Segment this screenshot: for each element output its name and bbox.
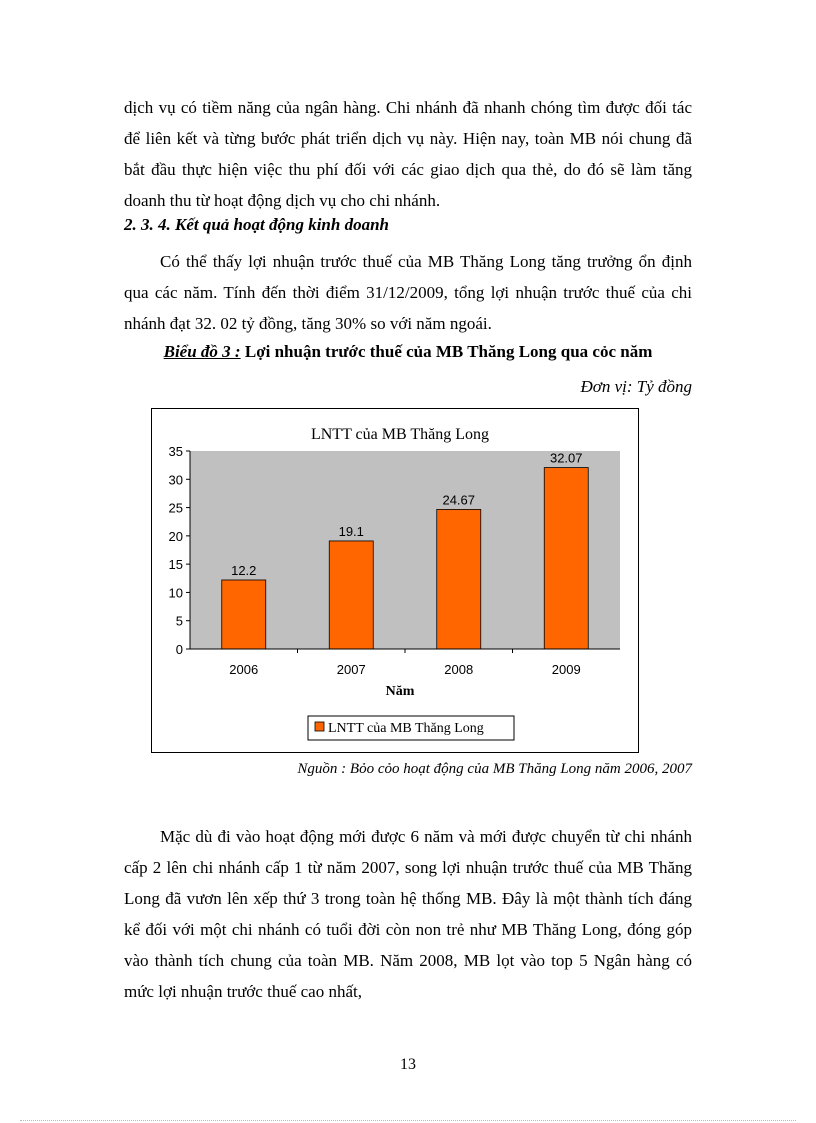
bar-2006 [222, 580, 266, 649]
paragraph-ranking: Mặc dù đi vào hoạt động mới được 6 năm và mới được chuyển từ chi nhánh cấp 2 lên chi nhánh cấp 1 từ năm 2007, song lợi nhuận trước thuế của MB Thăng Long đã vươn lên xếp thứ 3 trong toàn hệ thống MB. Đây là một thành tích đáng kể đối với một chi nhánh có tuổi đời còn non trẻ như MB Thăng Long, đóng góp vào thành tích chung của toàn MB. Năm 2008, MB lọt vào top 5 Ngân hàng có mức lợi nhuận trước thuế cao nhất, [124, 827, 692, 1001]
bar-2009 [544, 468, 588, 649]
y-tick-label: 15 [168, 557, 183, 573]
data-label-2009: 32.07 [549, 450, 583, 466]
data-label-2007: 19.1 [338, 523, 364, 539]
y-tick-label: 30 [168, 472, 183, 488]
legend-swatch [315, 722, 324, 731]
y-tick-label: 35 [168, 444, 183, 459]
chart-frame [151, 408, 639, 753]
x-tick-label-2009: 2009 [551, 662, 581, 677]
bar-2007 [329, 541, 373, 649]
data-label-2006: 12.2 [231, 562, 257, 578]
y-tick-label: 25 [168, 500, 183, 516]
chart-legend [308, 716, 514, 740]
x-tick-label-2006: 2006 [229, 662, 259, 677]
unit-note: Đơn vị: Tỷ đồng [580, 377, 692, 396]
page-number: 13 [400, 1056, 416, 1073]
paragraph-continuation: dịch vụ có tiềm năng của ngân hàng. Chi nhánh đã nhanh chóng tìm được đối tác để liên kết và từng bước phát triển dịch vụ này. Hiện nay, toàn MB nói chung đã bắt đầu thực hiện việc thu phí đối với các giao dịch qua thẻ, do đó sẽ làm tăng doanh thu từ hoạt động dịch vụ cho chi nhánh. [124, 98, 692, 210]
bar-2008 [437, 509, 481, 649]
page-bottom-divider [20, 1120, 796, 1121]
legend-label: LNTT của MB Thăng Long [328, 721, 484, 736]
paragraph-profit-intro: Có thể thấy lợi nhuận trước thuế của MB Thăng Long tăng trưởng ổn định qua các năm. Tính đến thời điểm 31/12/2009, tổng lợi nhuận trước thuế của chi nhánh đạt 32. 02 tỷ đồng, tăng 30% so với năm ngoái. [124, 252, 692, 333]
y-tick-label: 0 [175, 642, 183, 657]
source-note: Nguồn : Bỏo cỏo hoạt động của MB Thăng Long năm 2006, 2007 [297, 761, 692, 777]
chart-title: LNTT của MB Thăng Long [310, 426, 490, 443]
profit-bar-chart [152, 409, 638, 752]
y-tick-label: 5 [175, 613, 183, 629]
chart-caption-text: Lợi nhuận trước thuế của MB Thăng Long qua cỏc năm [244, 342, 653, 361]
x-tick-label-2008: 2008 [444, 662, 474, 677]
chart-caption-label: Biểu đồ 3 : [163, 342, 241, 361]
section-heading: 2. 3. 4. Kết quả hoạt động kinh doanh [124, 215, 389, 234]
data-label-2008: 24.67 [442, 492, 476, 508]
x-tick-label-2007: 2007 [336, 662, 366, 677]
chart-caption [124, 342, 692, 362]
y-tick-label: 10 [168, 585, 183, 601]
y-tick-label: 20 [168, 528, 183, 544]
x-axis-label: Năm [385, 684, 415, 699]
